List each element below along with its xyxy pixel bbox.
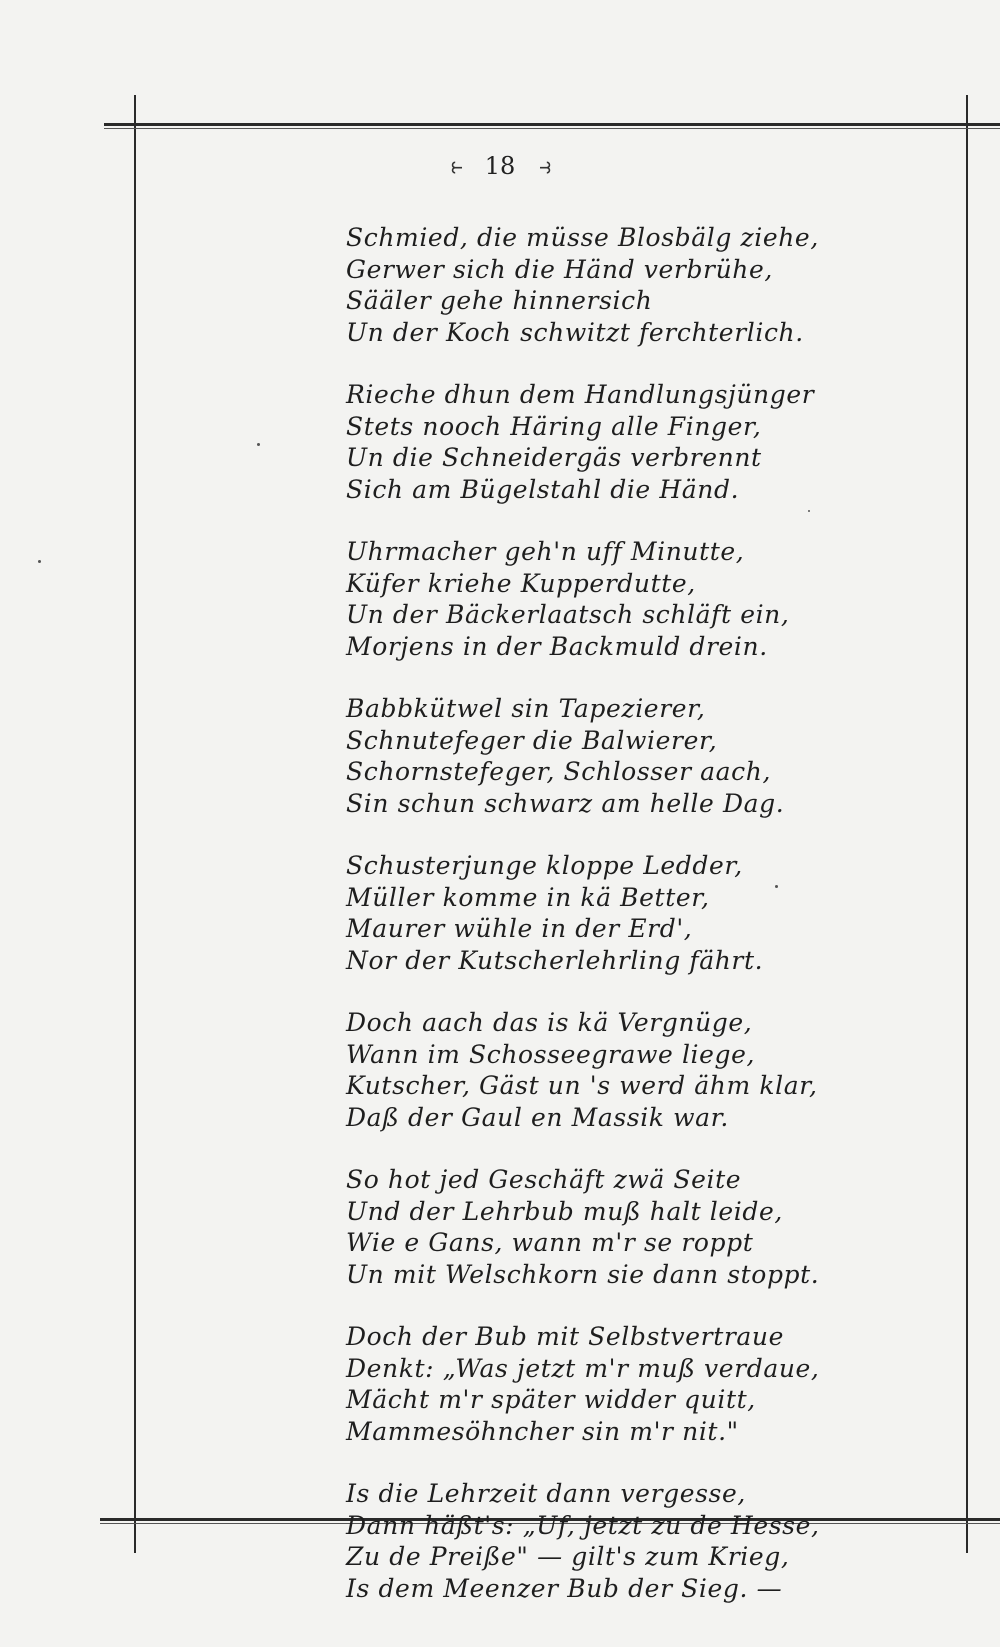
poem-line: Denkt: „Was jetzt m'r muß verdaue,	[346, 1353, 820, 1383]
poem-line: Gerwer sich die Händ verbrühe,	[346, 254, 773, 284]
poem-line: Is dem Meenzer Bub der Sieg. —	[346, 1573, 783, 1603]
poem-line: Sich am Bügelstahl die Händ.	[346, 474, 740, 504]
poem-line: Mammesöhncher sin m'r nit."	[346, 1416, 739, 1446]
poem-line: Babbkütwel sin Tapezierer,	[346, 694, 706, 723]
poem-line: Doch der Bub mit Selbstvertraue	[346, 1322, 785, 1351]
poem-line: Maurer wühle in der Erd',	[346, 914, 693, 943]
stanza	[346, 379, 946, 505]
frame-right-rule	[966, 95, 968, 1553]
stanza	[346, 1007, 946, 1133]
left-ornament-icon: ⥼	[448, 155, 464, 179]
poem-line: Schusterjunge kloppe Ledder,	[346, 851, 743, 880]
poem-line: Sin schun schwarz am helle Dag.	[346, 788, 785, 818]
poem-line: Müller komme in kä Better,	[346, 882, 710, 912]
poem-line: Sääler gehe hinnersich	[346, 286, 653, 315]
stanza	[346, 693, 946, 819]
poem-line: Wie e Gans, wann m'r se roppt	[346, 1228, 754, 1257]
poem-line: Küfer kriehe Kupperdutte,	[346, 568, 696, 598]
poem-line: Is die Lehrzeit dann vergesse,	[346, 1479, 746, 1508]
stanza	[346, 1321, 946, 1447]
stanza	[346, 850, 946, 976]
poem-line: Schmied, die müsse Blosbälg ziehe,	[346, 223, 819, 252]
stanza	[346, 1164, 946, 1290]
poem-line: Un der Bäckerlaatsch schläft ein,	[346, 600, 790, 629]
poem-line: Stets nooch Häring alle Finger,	[346, 411, 762, 441]
frame-top-rule	[104, 123, 1000, 126]
paper-speck	[775, 885, 778, 888]
paper-speck	[38, 560, 41, 563]
poem-line: Uhrmacher geh'n uff Minutte,	[346, 537, 745, 566]
poem-line: Und der Lehrbub muß halt leide,	[346, 1196, 783, 1226]
poem-line: Mächt m'r später widder quitt,	[346, 1385, 756, 1414]
poem-line: Schornstefeger, Schlosser aach,	[346, 757, 772, 786]
poem-line: Dann häßt's: „Uf, jetzt zu de Hesse,	[346, 1510, 820, 1540]
paper-speck	[257, 443, 260, 446]
page-number: 18	[484, 152, 516, 180]
poem-line: Un die Schneidergäs verbrennt	[346, 443, 762, 472]
stanza	[346, 222, 946, 348]
poem-line: Un mit Welschkorn sie dann stoppt.	[346, 1259, 820, 1289]
poem	[346, 222, 946, 1604]
poem-line: Doch aach das is kä Vergnüge,	[346, 1008, 753, 1037]
page-header	[0, 152, 1000, 180]
poem-line: Daß der Gaul en Massik war.	[346, 1102, 729, 1132]
poem-line: Un der Koch schwitzt ferchterlich.	[346, 317, 804, 347]
poem-line: Morjens in der Backmuld drein.	[346, 631, 768, 661]
frame-left-rule	[134, 95, 136, 1553]
poem-line: Nor der Kutscherlehrling fährt.	[346, 945, 764, 975]
stanza	[346, 536, 946, 662]
right-ornament-icon: ⥽	[536, 155, 552, 179]
paper-speck	[808, 510, 810, 512]
poem-line: Schnutefeger die Balwierer,	[346, 725, 718, 755]
poem-line: Rieche dhun dem Handlungsjünger	[346, 380, 815, 409]
frame-top-thin-rule	[104, 128, 1000, 129]
stanza	[346, 1478, 946, 1604]
poem-line: Kutscher, Gäst un 's werd ähm klar,	[346, 1071, 818, 1100]
poem-line: Zu de Preiße" — gilt's zum Krieg,	[346, 1542, 790, 1571]
poem-line: Wann im Schosseegrawe liege,	[346, 1039, 756, 1069]
poem-line: So hot jed Geschäft zwä Seite	[346, 1165, 742, 1194]
